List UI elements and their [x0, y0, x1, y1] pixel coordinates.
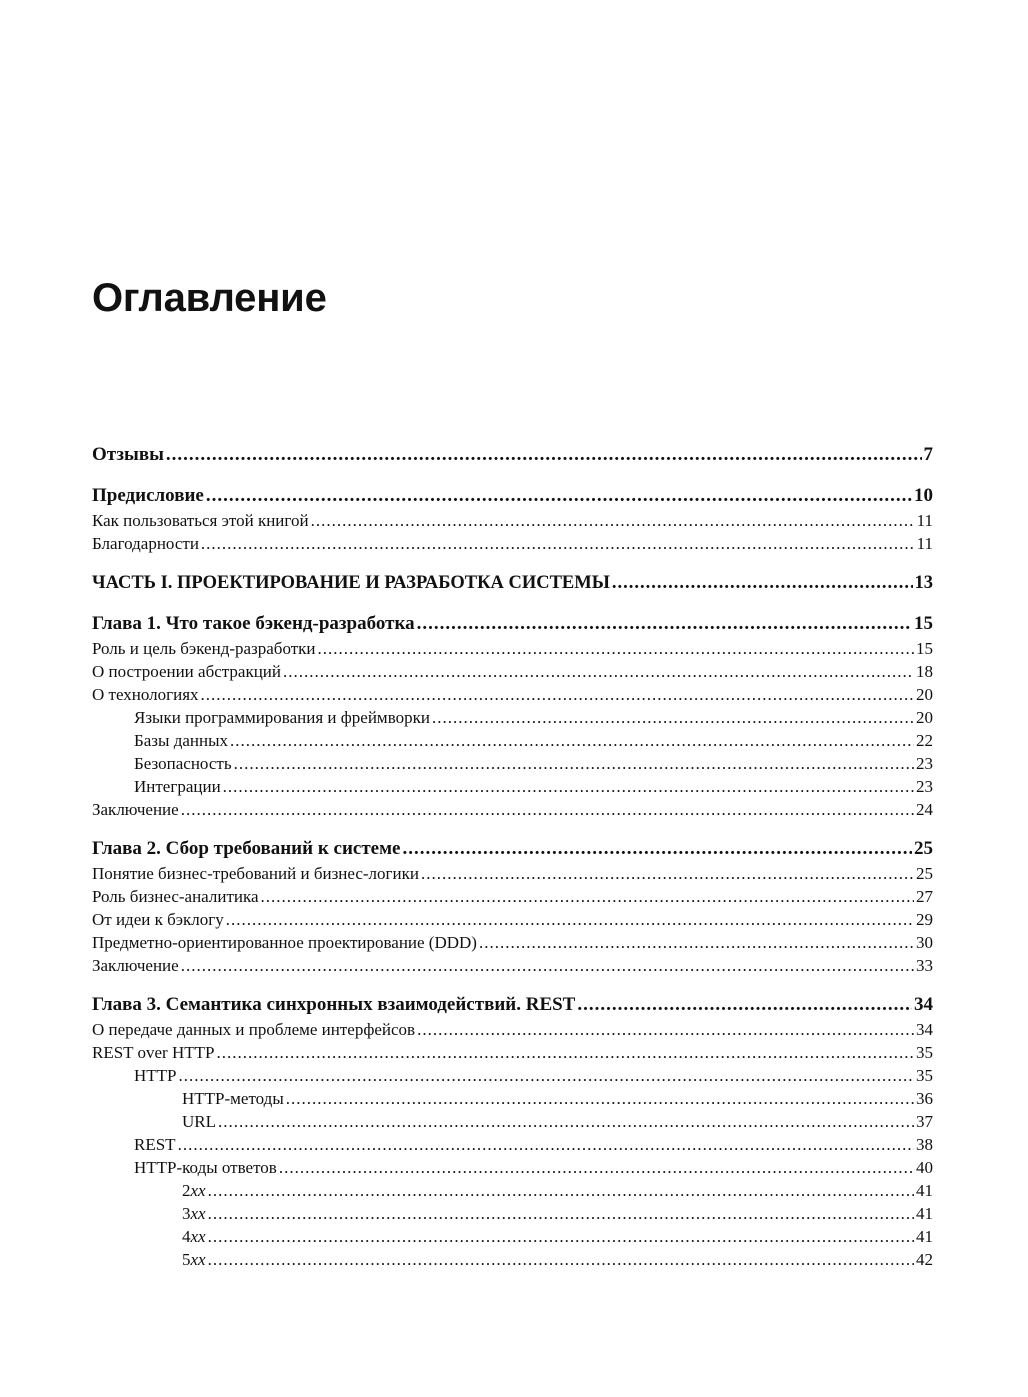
toc-dot-leader: [577, 992, 912, 1018]
toc-dot-leader: [479, 931, 914, 954]
toc-entry-page-number: 35: [916, 1043, 933, 1062]
toc-entry-title: Роль бизнес-аналитика: [92, 887, 259, 906]
toc-dot-leader: [179, 1064, 915, 1087]
toc-entry-page-number: 30: [916, 933, 933, 952]
toc-entry[interactable]: [92, 637, 933, 660]
toc-entry[interactable]: [92, 908, 933, 931]
toc-entry[interactable]: [92, 532, 933, 555]
toc-dot-leader: [178, 1133, 914, 1156]
toc-entry[interactable]: [92, 483, 933, 509]
toc-entry-title: Базы данных: [134, 731, 229, 750]
toc-dot-leader: [223, 775, 914, 798]
toc-entry-page-number: 23: [916, 754, 933, 773]
toc-entry-title: Безопасность: [134, 754, 232, 773]
toc-entry[interactable]: [92, 442, 933, 468]
toc-entry[interactable]: [92, 885, 933, 908]
toc-dot-leader: [218, 1110, 914, 1133]
toc-entry-title: Глава 3. Семантика синхронных взаимодействий. REST: [92, 994, 576, 1015]
toc-entry-page-number: 37: [916, 1112, 933, 1131]
toc-entry-page-number: 20: [916, 708, 933, 727]
toc-dot-leader: [311, 509, 915, 532]
toc-entry-page-number: 36: [916, 1089, 933, 1108]
toc-entry-page-number: 41: [916, 1204, 933, 1223]
toc-entry[interactable]: [92, 611, 933, 637]
toc-dot-leader: [279, 1156, 914, 1179]
toc-entry[interactable]: [92, 570, 933, 596]
page-title: Оглавление: [92, 276, 327, 320]
toc-entry[interactable]: [92, 1110, 933, 1133]
toc-entry-page-number: 10: [914, 485, 933, 506]
toc-entry[interactable]: [92, 1202, 933, 1225]
toc-dot-leader: [286, 1087, 914, 1110]
toc-dot-leader: [417, 611, 912, 637]
toc-entry-title: О технологиях: [92, 685, 199, 704]
toc-entry-page-number: 25: [916, 864, 933, 883]
toc-entry-title: Отзывы: [92, 444, 164, 465]
toc-entry-title: Интеграции: [134, 777, 221, 796]
toc-entry-page-number: 25: [914, 838, 933, 859]
toc-entry-page-number: 24: [916, 800, 933, 819]
toc-dot-leader: [612, 570, 913, 596]
toc-dot-leader: [181, 954, 914, 977]
toc-entry[interactable]: [92, 862, 933, 885]
toc-entry-page-number: 7: [923, 444, 933, 465]
toc-entry-title: ЧАСТЬ I. ПРОЕКТИРОВАНИЕ И РАЗРАБОТКА СИСТЕМЫ: [92, 573, 610, 593]
toc-entry-page-number: 20: [916, 685, 933, 704]
toc-dot-leader: [417, 1018, 914, 1041]
toc-dot-leader: [166, 442, 922, 468]
toc-entry-page-number: 22: [916, 731, 933, 750]
toc-entry-title: 2xx: [182, 1181, 206, 1200]
toc-entry[interactable]: [92, 798, 933, 821]
toc-entry[interactable]: [92, 1179, 933, 1202]
toc-entry-title: 3xx: [182, 1204, 206, 1223]
toc-entry-page-number: 15: [916, 639, 933, 658]
toc-entry[interactable]: [92, 1041, 933, 1064]
toc-entry-title: Предисловие: [92, 485, 204, 506]
toc-entry-title: HTTP: [134, 1066, 177, 1085]
toc-dot-leader: [432, 706, 914, 729]
toc-entry-title: REST over HTTP: [92, 1043, 215, 1062]
toc-entry-page-number: 27: [916, 887, 933, 906]
toc-dot-leader: [216, 1041, 914, 1064]
toc-entry-title: Понятие бизнес-требований и бизнес-логики: [92, 864, 419, 883]
toc-entry[interactable]: [92, 836, 933, 862]
toc-entry[interactable]: [92, 683, 933, 706]
toc-entry[interactable]: [92, 660, 933, 683]
toc-entry[interactable]: [92, 1064, 933, 1087]
toc-entry-title: Заключение: [92, 800, 179, 819]
toc-entry-page-number: 40: [916, 1158, 933, 1177]
toc-entry-title: Роль и цель бэкенд-разработки: [92, 639, 316, 658]
toc-entry[interactable]: [92, 706, 933, 729]
toc-dot-leader: [208, 1225, 914, 1248]
toc-entry-title: URL: [182, 1112, 216, 1131]
toc-dot-leader: [208, 1202, 914, 1225]
toc-entry[interactable]: [92, 954, 933, 977]
toc-entry-page-number: 35: [916, 1066, 933, 1085]
toc-entry[interactable]: [92, 1156, 933, 1179]
toc-dot-leader: [208, 1248, 914, 1271]
toc-entry-title: 4xx: [182, 1227, 206, 1246]
toc-entry[interactable]: [92, 752, 933, 775]
toc-dot-leader: [201, 683, 914, 706]
toc-entry-title: Как пользоваться этой книгой: [92, 511, 309, 530]
toc-dot-leader: [283, 660, 914, 683]
toc-entry[interactable]: [92, 1018, 933, 1041]
toc-dot-leader: [206, 483, 912, 509]
toc-entry[interactable]: [92, 729, 933, 752]
table-of-contents: [92, 442, 933, 1271]
toc-entry-title: О передаче данных и проблеме интерфейсов: [92, 1020, 416, 1039]
toc-dot-leader: [201, 532, 915, 555]
toc-entry-page-number: 41: [916, 1181, 933, 1200]
toc-entry-page-number: 29: [916, 910, 933, 929]
toc-dot-leader: [230, 729, 914, 752]
toc-entry-title: Предметно-ориентированное проектирование (DDD): [92, 933, 477, 952]
toc-dot-leader: [234, 752, 914, 775]
toc-dot-leader: [318, 637, 914, 660]
toc-entry[interactable]: [92, 1133, 933, 1156]
toc-entry-title: REST: [134, 1135, 176, 1154]
toc-entry-title: Глава 2. Сбор требований к системе: [92, 838, 401, 859]
toc-entry-title: Заключение: [92, 956, 179, 975]
toc-dot-leader: [181, 798, 914, 821]
toc-entry-title: HTTP-методы: [182, 1089, 284, 1108]
toc-entry-page-number: 34: [916, 1020, 933, 1039]
toc-entry-page-number: 42: [916, 1250, 933, 1269]
toc-entry-page-number: 13: [914, 573, 933, 593]
toc-entry[interactable]: [92, 775, 933, 798]
toc-entry-title: Языки программирования и фреймворки: [134, 708, 430, 727]
toc-dot-leader: [261, 885, 914, 908]
toc-entry[interactable]: [92, 992, 933, 1018]
toc-entry-title: 5xx: [182, 1250, 206, 1269]
toc-entry-page-number: 15: [914, 613, 933, 634]
toc-entry-title: HTTP-коды ответов: [134, 1158, 277, 1177]
toc-entry-page-number: 38: [916, 1135, 933, 1154]
toc-dot-leader: [226, 908, 914, 931]
toc-entry-page-number: 41: [916, 1227, 933, 1246]
toc-entry-page-number: 11: [916, 511, 933, 530]
toc-entry-page-number: 23: [916, 777, 933, 796]
toc-entry-title: О построении абстракций: [92, 662, 282, 681]
toc-entry[interactable]: [92, 1225, 933, 1248]
toc-entry-title: Благодарности: [92, 534, 199, 553]
toc-entry[interactable]: [92, 1087, 933, 1110]
toc-entry[interactable]: [92, 1248, 933, 1271]
toc-entry-page-number: 33: [916, 956, 933, 975]
toc-dot-leader: [208, 1179, 914, 1202]
toc-entry[interactable]: [92, 509, 933, 532]
toc-entry[interactable]: [92, 931, 933, 954]
toc-dot-leader: [402, 836, 912, 862]
toc-dot-leader: [421, 862, 914, 885]
toc-entry-page-number: 11: [916, 534, 933, 553]
toc-entry-page-number: 18: [916, 662, 933, 681]
toc-entry-page-number: 34: [914, 994, 933, 1015]
toc-entry-title: Глава 1. Что такое бэкенд-разработка: [92, 613, 415, 634]
toc-entry-title: От идеи к бэклогу: [92, 910, 224, 929]
